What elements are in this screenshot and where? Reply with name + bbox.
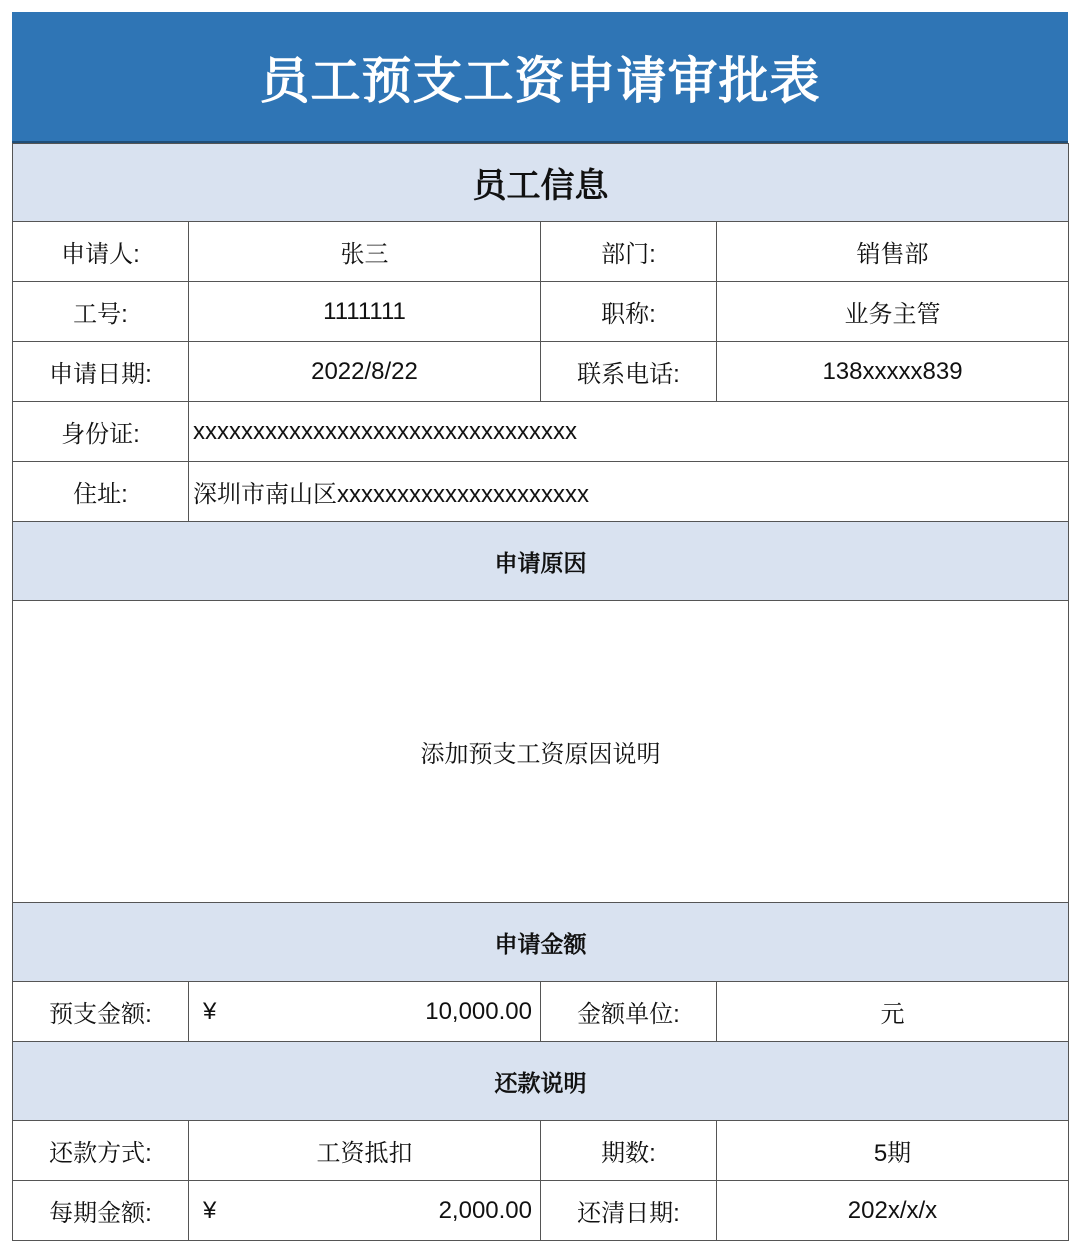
- advance-amount-cell[interactable]: [189, 982, 541, 1042]
- amount-unit-label: 金额单位:: [541, 982, 717, 1042]
- amount-unit-value[interactable]: 元: [717, 982, 1069, 1042]
- payoff-date-value[interactable]: 202x/x/x: [717, 1181, 1069, 1241]
- repay-method-label: 还款方式:: [13, 1121, 189, 1181]
- currency-symbol: ¥: [203, 997, 217, 1025]
- periods-value[interactable]: 5期: [717, 1121, 1069, 1181]
- table-row: [13, 1181, 1069, 1241]
- table-row: [13, 282, 1069, 342]
- table-row: [13, 222, 1069, 282]
- advance-amount-value: 10,000.00: [425, 997, 532, 1025]
- table-row: [13, 601, 1069, 903]
- repay-method-value[interactable]: 工资抵扣: [189, 1121, 541, 1181]
- section-title: 申请金额: [13, 903, 1069, 982]
- payoff-date-label: 还清日期:: [541, 1181, 717, 1241]
- position-value[interactable]: 业务主管: [717, 282, 1069, 342]
- applicant-label: 申请人:: [13, 222, 189, 282]
- approval-form: [12, 12, 1068, 1241]
- apply-date-value[interactable]: 2022/8/22: [189, 342, 541, 402]
- apply-date-label: 申请日期:: [13, 342, 189, 402]
- applicant-value[interactable]: 张三: [189, 222, 541, 282]
- table-row: [13, 462, 1069, 522]
- section-title: 员工信息: [13, 144, 1069, 222]
- section-title: 还款说明: [13, 1042, 1069, 1121]
- section-reason: [13, 522, 1069, 601]
- table-row: [13, 982, 1069, 1042]
- form-title: 员工预支工资申请审批表: [12, 12, 1068, 143]
- per-period-amount-cell[interactable]: [189, 1181, 541, 1241]
- advance-amount-label: 预支金额:: [13, 982, 189, 1042]
- periods-label: 期数:: [541, 1121, 717, 1181]
- table-row: [13, 402, 1069, 462]
- form-table: [12, 143, 1069, 1241]
- section-repayment: [13, 1042, 1069, 1121]
- currency-symbol: ¥: [203, 1196, 217, 1224]
- id-card-label: 身份证:: [13, 402, 189, 462]
- position-label: 职称:: [541, 282, 717, 342]
- per-period-amount-value: 2,000.00: [438, 1196, 532, 1224]
- department-value[interactable]: 销售部: [717, 222, 1069, 282]
- phone-label: 联系电话:: [541, 342, 717, 402]
- address-value[interactable]: 深圳市南山区xxxxxxxxxxxxxxxxxxxxx: [189, 462, 1069, 522]
- employee-id-label: 工号:: [13, 282, 189, 342]
- phone-value[interactable]: 138xxxxx839: [717, 342, 1069, 402]
- section-amount: [13, 903, 1069, 982]
- table-row: [13, 342, 1069, 402]
- address-label: 住址:: [13, 462, 189, 522]
- section-title: 申请原因: [13, 522, 1069, 601]
- table-row: [13, 1121, 1069, 1181]
- employee-id-value[interactable]: 1111111: [189, 282, 541, 342]
- department-label: 部门:: [541, 222, 717, 282]
- section-employee-info: [13, 144, 1069, 222]
- per-period-amount-label: 每期金额:: [13, 1181, 189, 1241]
- id-card-value[interactable]: xxxxxxxxxxxxxxxxxxxxxxxxxxxxxxxx: [189, 402, 1069, 462]
- reason-text[interactable]: 添加预支工资原因说明: [13, 601, 1069, 903]
